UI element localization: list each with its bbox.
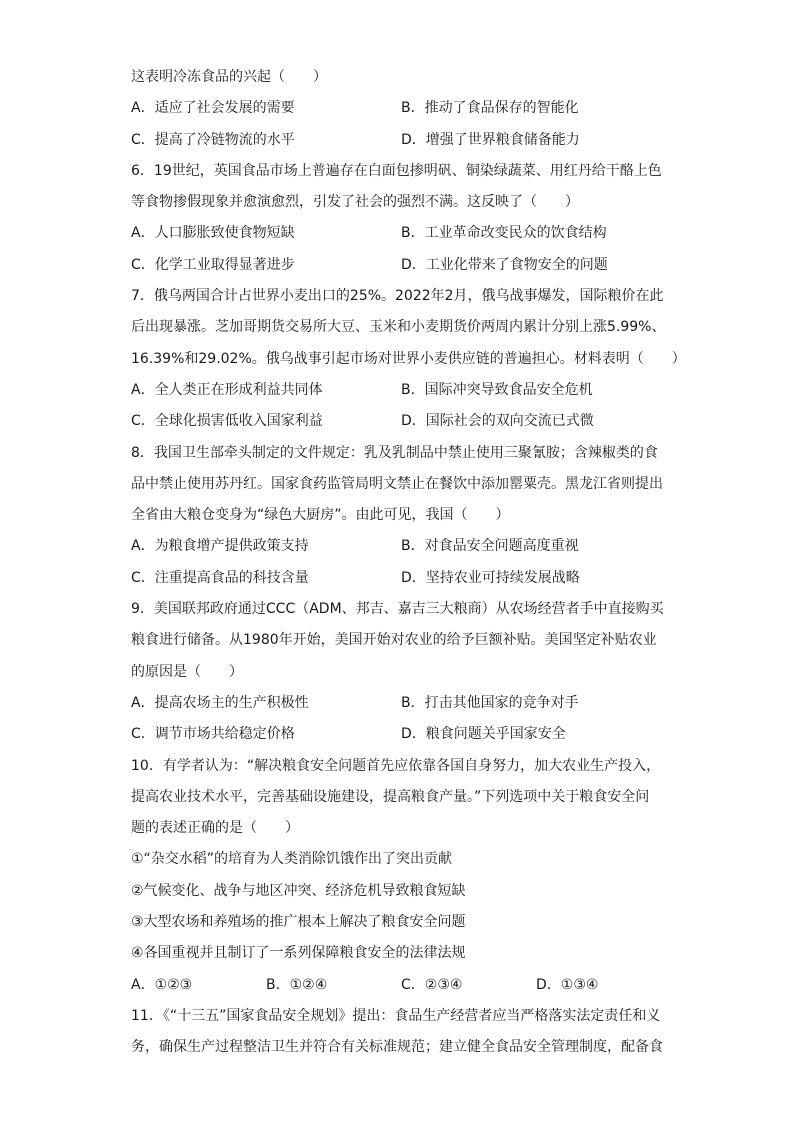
q7-stem-line-3: 16.39%和29.02%。俄乌战事引起市场对世界小麦供应链的普遍担心。材料表明（ ） (131, 350, 686, 367)
q7-options-row-2 (131, 406, 671, 437)
q10-statement-1: ①“杂交水稻”的培育为人类消除饥饿作出了突出贡献 (131, 851, 453, 868)
q7-stem-line-1: 7．俄乌两国合计占世界小麦出口的25%。2022年2月，俄乌战事爆发，国际粮价在此 (131, 288, 664, 305)
q7-option-a[interactable]: A．全人类正在形成利益共同体 (131, 381, 323, 398)
q6-options-row-2 (131, 250, 671, 281)
q11-stem-line-2: 务，确保生产过程整洁卫生并符合有关标准规范；建立健全食品安全管理制度，配备食 (131, 1039, 663, 1056)
q8-options-row-2 (131, 563, 671, 594)
q5-option-d[interactable]: D．增强了世界粮食储备能力 (401, 131, 580, 148)
q9-options-row-2 (131, 719, 671, 750)
q8-option-c[interactable]: C．注重提高食品的科技含量 (131, 569, 309, 586)
q10-statement-2: ②气候变化、战争与地区冲突、经济危机导致粮食短缺 (131, 882, 466, 899)
q10-stem-line-2: 提高农业技术水平，完善基础设施建设，提高粮食产量。”下列选项中关于粮食安全问 (131, 788, 650, 805)
q8-stem-line-2: 品中禁止使用苏丹红。国家食药监管局明文禁止在餐饮中添加罂粟壳。黑龙江省则提出 (131, 475, 663, 492)
q9-option-c[interactable]: C．调节市场共给稳定价格 (131, 726, 295, 743)
q10-option-a[interactable]: A．①②③ (131, 976, 193, 993)
q7-options-row-1 (131, 375, 671, 406)
question-content (131, 62, 686, 1064)
q9-stem-line-2: 粮食进行储备。从1980年开始，美国开始对农业的给予巨额补贴。美国坚定补贴农业 (131, 632, 657, 649)
q8-option-d[interactable]: D．坚持农业可持续发展战略 (401, 569, 580, 586)
q9-options-row-1 (131, 688, 671, 719)
q10-stem-line-1: 10．有学者认为：“解决粮食安全问题首先应依靠各国自身努力，加大农业生产投入， (131, 757, 661, 774)
q9-option-a[interactable]: A．提高农场主的生产积极性 (131, 694, 309, 711)
q9-option-d[interactable]: D．粮食问题关乎国家安全 (401, 726, 566, 743)
q6-option-a[interactable]: A．人口膨胀致使食物短缺 (131, 225, 295, 242)
q8-option-b[interactable]: B．对食品安全问题高度重视 (401, 538, 579, 555)
q10-option-b[interactable]: B．①②④ (266, 976, 328, 993)
q10-stem-line-3: 题的表述正确的是（ ） (131, 820, 299, 837)
q7-option-b[interactable]: B．国际冲突导致食品安全危机 (401, 381, 593, 398)
q5-stem-tail: 这表明冷冻食品的兴起（ ） (131, 69, 327, 85)
q7-stem-line-2: 后出现暴涨。芝加哥期货交易所大豆、玉米和小麦期货价两周内累计分别上涨5.99%、 (131, 319, 666, 336)
q9-stem-line-1: 9．美国联邦政府通过CCC（ADM、邦吉、嘉吉三大粮商）从农场经营者手中直接购买 (131, 601, 664, 618)
q8-stem-line-1: 8．我国卫生部牵头制定的文件规定：乳及乳制品中禁止使用三聚氰胺；含辣椒类的食 (131, 444, 658, 461)
q8-option-a[interactable]: A．为粮食增产提供政策支持 (131, 538, 309, 555)
q10-statement-3: ③大型农场和养殖场的推广根本上解决了粮食安全问题 (131, 914, 466, 931)
q7-option-c[interactable]: C．全球化损害低收入国家利益 (131, 413, 323, 430)
q5-option-c[interactable]: C．提高了冷链物流的水平 (131, 131, 295, 148)
q5-options-row-2 (131, 125, 671, 156)
q10-options-row (131, 970, 671, 1001)
q6-option-c[interactable]: C．化学工业取得显著进步 (131, 256, 295, 273)
q8-options-row-1 (131, 531, 671, 562)
q11-stem-line-1: 11．《“十三五”国家食品安全规划》提出：食品生产经营者应当严格落实法定责任和义 (131, 1007, 661, 1024)
q8-stem-line-3: 全省由大粮仓变身为“绿色大厨房”。由此可见，我国（ ） (131, 507, 510, 524)
q6-stem-line-1: 6．19世纪，英国食品市场上普遍存在白面包掺明矾、铜染绿蔬菜、用红丹给干酪上色 (131, 162, 662, 179)
q5-options-row-1 (131, 93, 671, 124)
q5-option-b[interactable]: B．推动了食品保存的智能化 (401, 100, 579, 117)
q5-option-a[interactable]: A．适应了社会发展的需要 (131, 100, 295, 117)
q9-stem-line-3: 的原因是（ ） (131, 663, 243, 680)
q6-stem-line-2: 等食物掺假现象并愈演愈烈，引发了社会的强烈不满。这反映了（ ） (131, 194, 579, 211)
q10-statement-4: ④各国重视并且制订了一系列保障粮食安全的法律法规 (131, 945, 466, 962)
q10-option-c[interactable]: C．②③④ (401, 976, 463, 993)
q6-option-b[interactable]: B．工业革命改变民众的饮食结构 (401, 225, 607, 242)
q10-option-d[interactable]: D．①③④ (536, 976, 599, 993)
q9-option-b[interactable]: B．打击其他国家的竞争对手 (401, 694, 579, 711)
q6-options-row-1 (131, 218, 671, 249)
q7-option-d[interactable]: D．国际社会的双向交流已式微 (401, 413, 594, 430)
q6-option-d[interactable]: D．工业化带来了食物安全的问题 (401, 256, 608, 273)
